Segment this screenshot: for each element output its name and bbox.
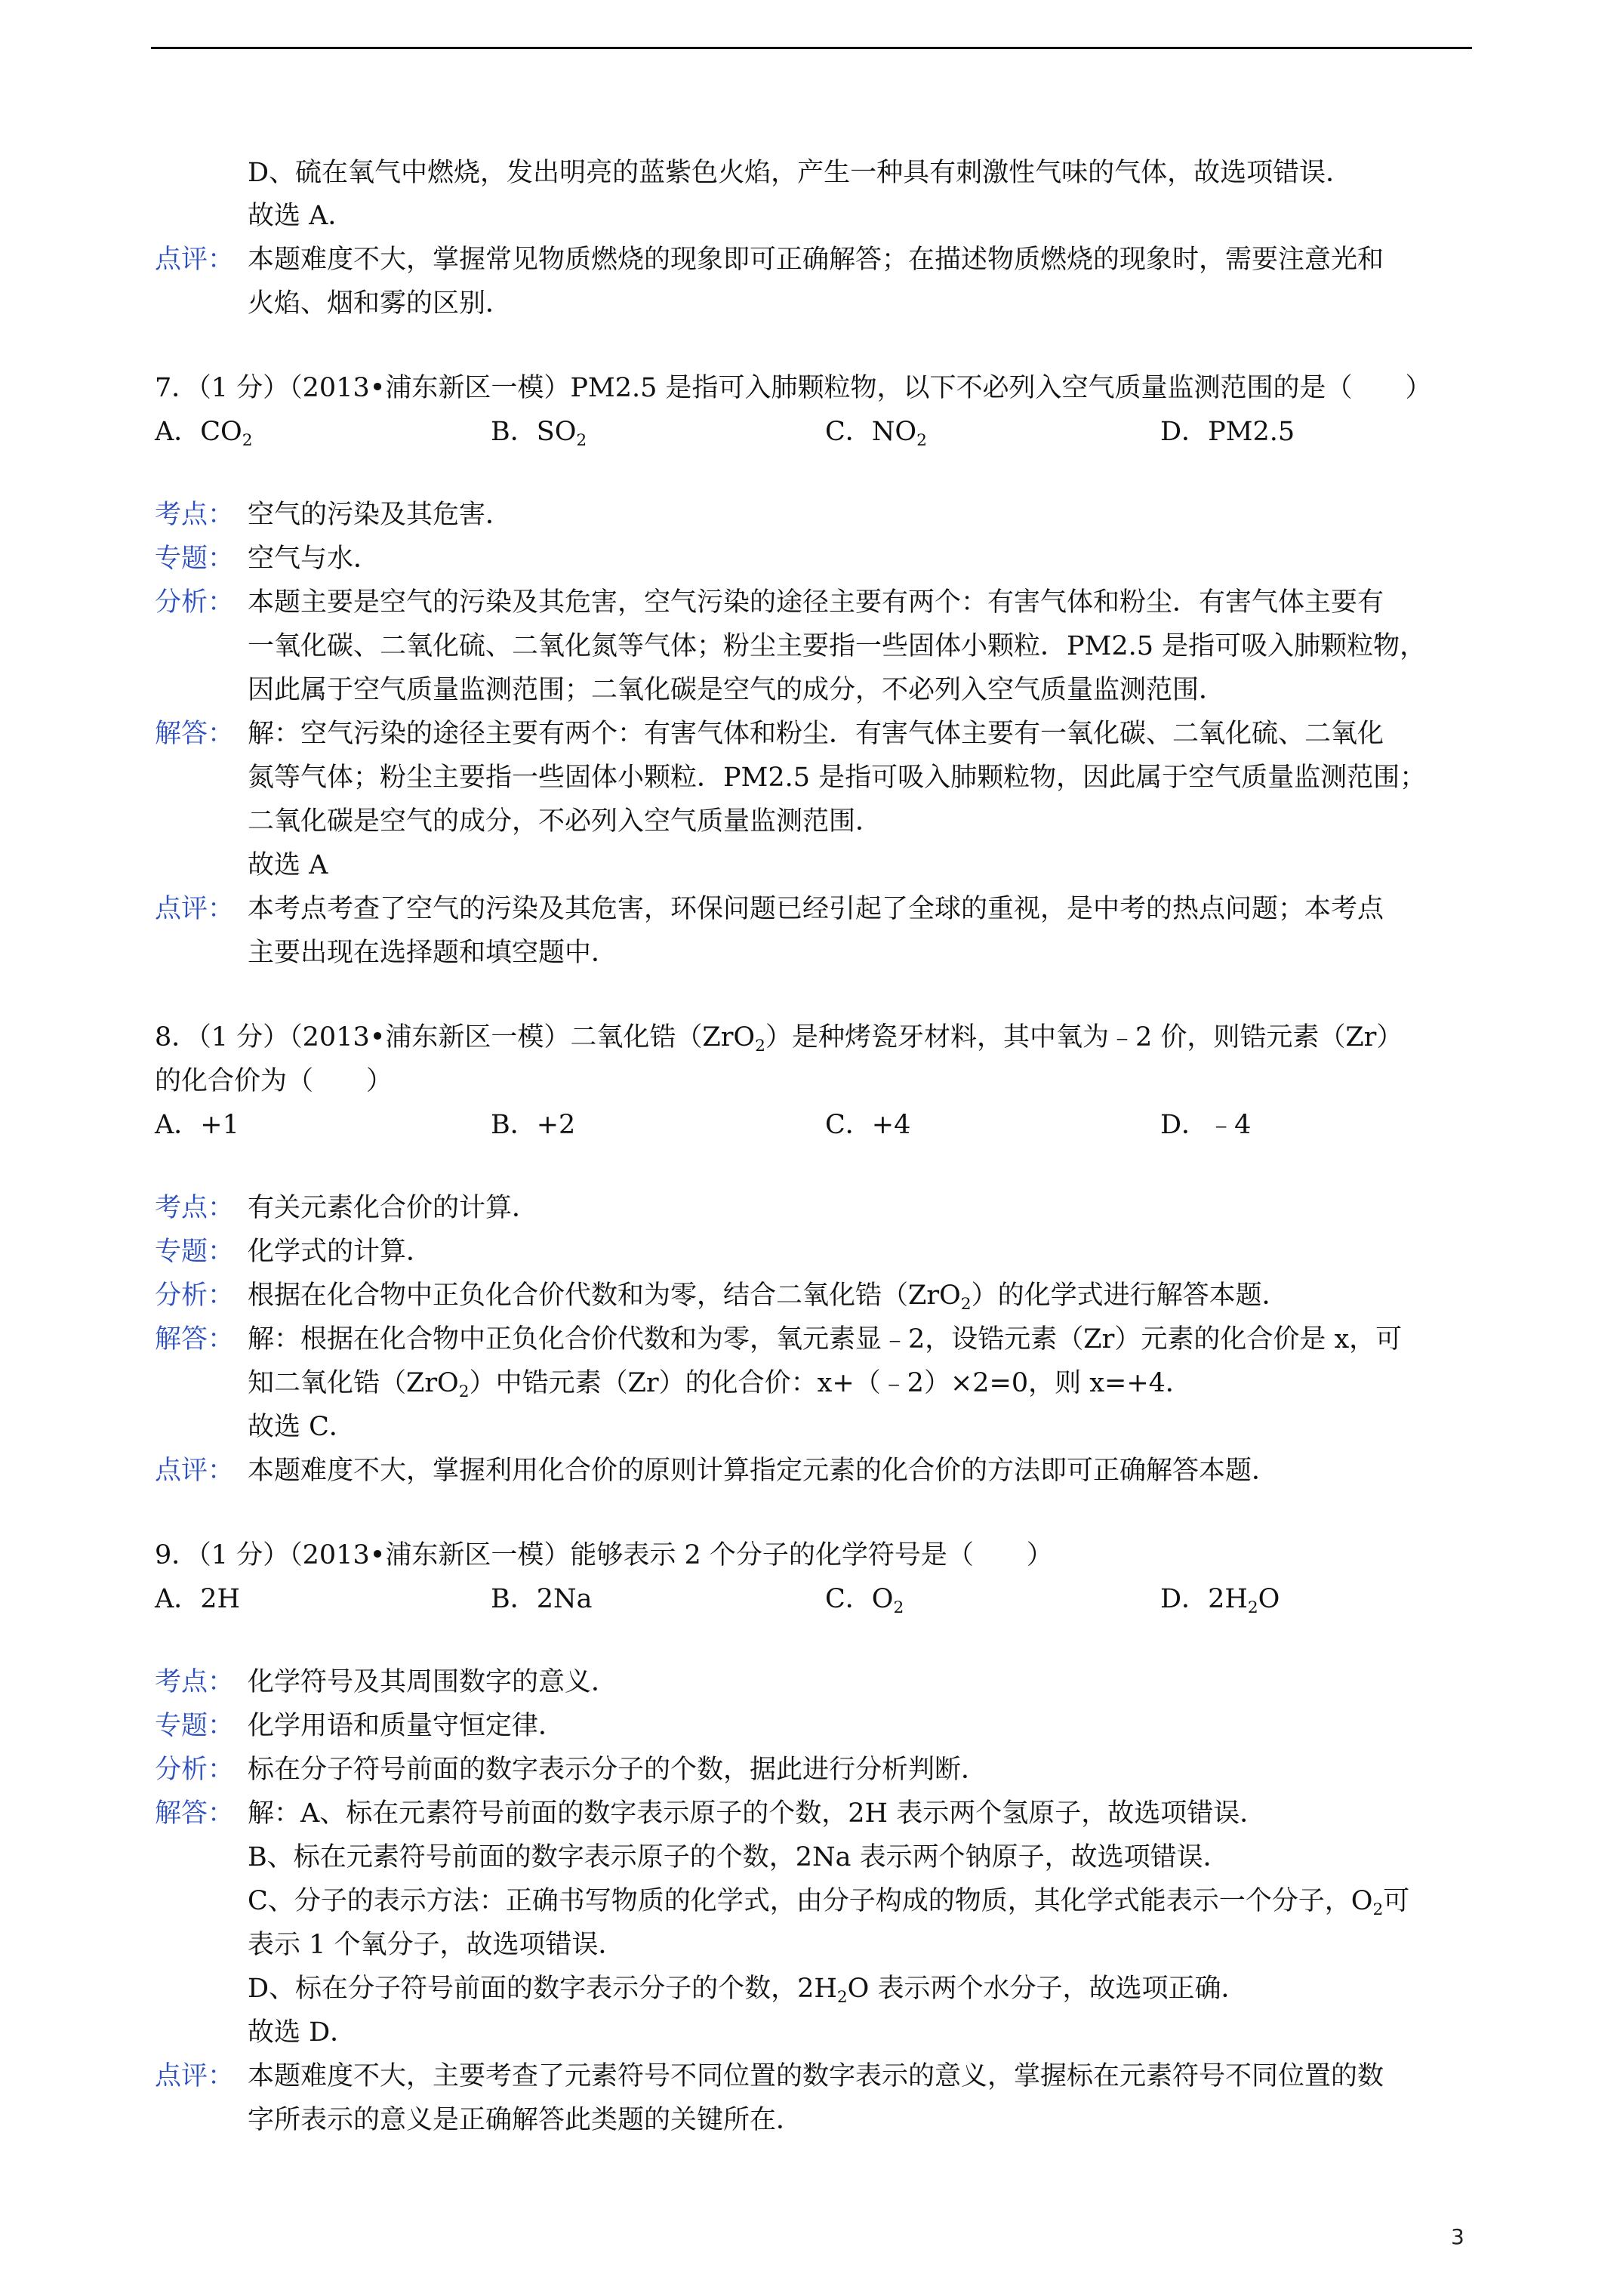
q7-fenxi-line-2: 一氧化碳、二氧化硫、二氧化氮等气体；粉尘主要指一些固体小颗粒．PM2.5 是指可吸入肺颗粒物，: [248, 631, 1427, 661]
page-number: 3: [1451, 2224, 1464, 2249]
q9-jieda-d: D、标在分子符号前面的数字表示分子的个数，$2H_2O$ 表示两个水分子，故选项正确．: [248, 1974, 1248, 2007]
q9-zhuanti: 化学用语和质量守恒定律．: [248, 1711, 565, 1741]
q7-fenxi-label: 分析：: [155, 587, 235, 618]
q9-option-c: C．$O_2$: [825, 1584, 904, 1617]
q9-option-d: D．$2H_2O$: [1160, 1584, 1280, 1617]
q9-dianping-line-1: 本题难度不大，主要考查了元素符号不同位置的数字表示的意义，掌握标在元素符号不同位置的数: [248, 2061, 1384, 2091]
q9-jieda-a: 解：A、标在元素符号前面的数字表示原子的个数，2H 表示两个氢原子，故选项错误．: [248, 1798, 1267, 1829]
q8-jieda-line-1: 解：根据在化合物中正负化合价代数和为零，氧元素显﹣2，设锆元素（Zr）元素的化合价是 x，可: [248, 1324, 1403, 1354]
q7-option-d: D．PM2.5: [1160, 417, 1295, 447]
q7-dianping-line-2: 主要出现在选择题和填空题中．: [248, 938, 618, 968]
q7-option-b: B．$SO_2$: [491, 417, 587, 450]
q8-zhuanti: 化学式的计算．: [248, 1237, 433, 1267]
q7-fenxi-line-1: 本题主要是空气的污染及其危害，空气污染的途径主要有两个：有害气体和粉尘．有害气体主要有: [248, 587, 1384, 618]
q8-jieda-line-2: 知二氧化锆（ZrO$_2$）中锆元素（Zr）的化合价：x+（﹣2）×2=0，则 x=+4．: [248, 1368, 1192, 1401]
q8-stem-line-2: 的化合价为（ ）: [155, 1066, 393, 1096]
q7-dianping-line-1: 本考点考查了空气的污染及其危害，环保问题已经引起了全球的重视，是中考的热点问题；本考点: [248, 894, 1384, 924]
q8-fenxi-label: 分析：: [155, 1281, 235, 1311]
q7-kaodian: 空气的污染及其危害．: [248, 500, 513, 530]
q9-jieda-b: B、标在元素符号前面的数字表示原子的个数，2Na 表示两个钠原子，故选项错误．: [248, 1842, 1230, 1872]
q8-option-b: B．+2: [491, 1110, 576, 1140]
q9-zhuanti-label: 专题：: [155, 1711, 235, 1741]
q8-kaodian-label: 考点：: [155, 1193, 235, 1223]
q6-comment-line-1: 本题难度不大，掌握常见物质燃烧的现象即可正确解答；在描述物质燃烧的现象时，需要注意光和: [248, 245, 1384, 275]
q6-analysis-d: D、硫在氧气中燃烧，发出明亮的蓝紫色火焰，产生一种具有刺激性气味的气体，故选项错误．: [248, 158, 1353, 188]
q7-jieda-line-3: 二氧化碳是空气的成分，不必列入空气质量监测范围．: [248, 806, 882, 837]
q9-kaodian-label: 考点：: [155, 1667, 235, 1697]
q9-dianping-label: 点评：: [155, 2061, 235, 2091]
q7-jieda-label: 解答：: [155, 719, 235, 749]
q8-kaodian: 有关元素化合价的计算．: [248, 1193, 539, 1223]
q8-jieda-answer: 故选 C．: [248, 1412, 356, 1442]
q8-option-a: A．+1: [155, 1110, 239, 1140]
q9-jieda-c-line-1: C、分子的表示方法：正确书写物质的化学式，由分子构成的物质，其化学式能表示一个分子，$O_2$可: [248, 1886, 1410, 1919]
q6-comment-line-2: 火焰、烟和雾的区别．: [248, 288, 513, 319]
q6-comment-label: 点评：: [155, 245, 235, 275]
q8-stem-line-1: 8．（1 分）（2013•浦东新区一模）二氧化锆（ZrO$_2$）是种烤瓷牙材料，其中氧为﹣2 价，则锆元素（Zr）: [155, 1022, 1403, 1056]
q9-fenxi-label: 分析：: [155, 1755, 235, 1785]
q7-fenxi-line-3: 因此属于空气质量监测范围；二氧化碳是空气的成分，不必列入空气质量监测范围．: [248, 675, 1226, 705]
q9-stem: 9．（1 分）（2013•浦东新区一模）能够表示 2 个分子的化学符号是（ ）: [155, 1540, 1053, 1570]
q9-option-a: A．2H: [155, 1584, 241, 1614]
q8-fenxi: 根据在化合物中正负化合价代数和为零，结合二氧化锆（ZrO$_2$）的化学式进行解答本题．: [248, 1281, 1289, 1314]
q9-jieda-c-line-2: 表示 1 个氧分子，故选项错误．: [248, 1930, 625, 1960]
q6-answer: 故选 A．: [248, 201, 355, 231]
q8-option-c: C．+4: [825, 1110, 911, 1140]
q9-option-b: B．2Na: [491, 1584, 593, 1614]
q8-dianping-label: 点评：: [155, 1456, 235, 1486]
q8-option-d: D．﹣4: [1160, 1110, 1252, 1140]
q9-jieda-answer: 故选 D．: [248, 2017, 357, 2048]
q8-zhuanti-label: 专题：: [155, 1237, 235, 1267]
q7-zhuanti-label: 专题：: [155, 544, 235, 574]
q7-jieda-answer: 故选 A: [248, 850, 328, 880]
q7-stem: 7．（1 分）（2013•浦东新区一模）PM2.5 是指可入肺颗粒物，以下不必列入空气质量监测范围的是（ ）: [155, 373, 1432, 403]
q7-kaodian-label: 考点：: [155, 500, 235, 530]
q8-jieda-label: 解答：: [155, 1324, 235, 1354]
q9-kaodian: 化学符号及其周围数字的意义．: [248, 1667, 618, 1697]
q7-dianping-label: 点评：: [155, 894, 235, 924]
q8-dianping: 本题难度不大，掌握利用化合价的原则计算指定元素的化合价的方法即可正确解答本题．: [248, 1456, 1279, 1486]
q7-jieda-line-1: 解：空气污染的途径主要有两个：有害气体和粉尘．有害气体主要有一氧化碳、二氧化硫、二氧化: [248, 719, 1384, 749]
q9-dianping-line-2: 字所表示的意义是正确解答此类题的关键所在．: [248, 2105, 803, 2135]
q7-jieda-line-2: 氮等气体；粉尘主要指一些固体小颗粒．PM2.5 是指可吸入肺颗粒物，因此属于空气质量监测范围；: [248, 763, 1427, 793]
header-rule: [151, 47, 1472, 49]
q9-jieda-label: 解答：: [155, 1798, 235, 1829]
q7-option-c: C．$NO_2$: [825, 417, 927, 450]
q7-zhuanti: 空气与水．: [248, 544, 380, 574]
q9-fenxi: 标在分子符号前面的数字表示分子的个数，据此进行分析判断．: [248, 1755, 988, 1785]
q7-option-a: A．$CO_2$: [155, 417, 253, 450]
